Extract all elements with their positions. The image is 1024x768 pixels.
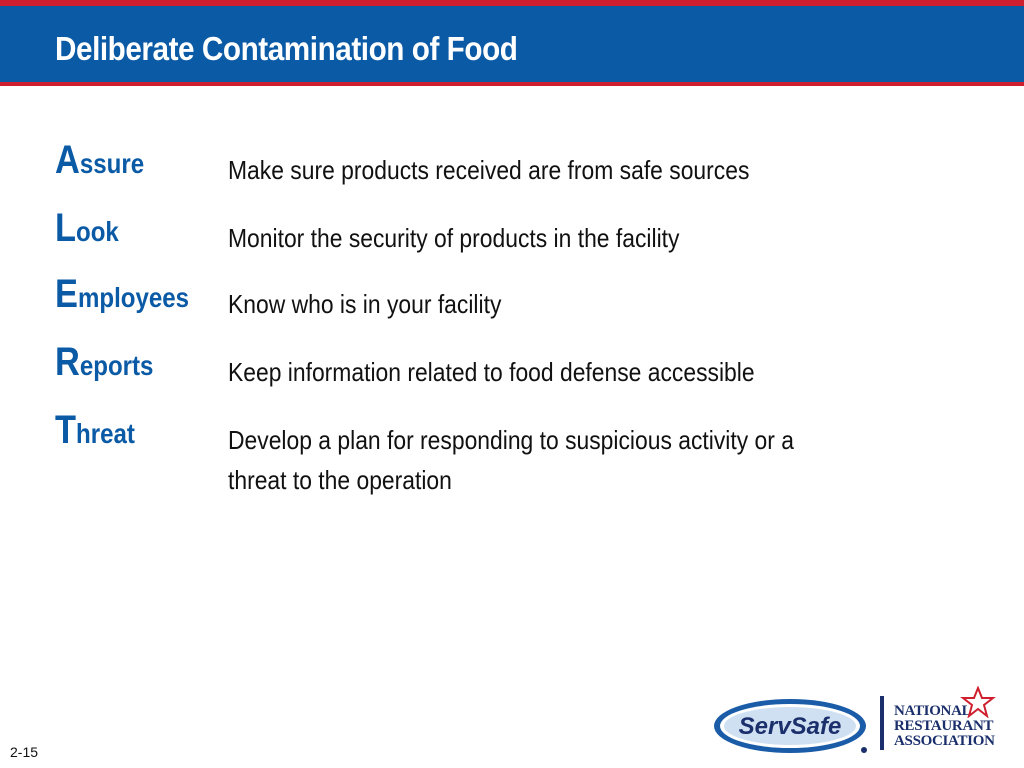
nra-line-1: NATIONAL [894,703,972,719]
term-initial: T [55,408,77,452]
servsafe-logo [712,694,872,756]
term-rest: mployees [77,282,190,313]
nra-line-2: RESTAURANT [894,718,994,734]
nra-star-icon [960,686,996,718]
description-reports: Keep information related to food defense accessible [228,357,755,387]
term-look [55,208,119,252]
title-bar [0,6,1024,82]
slide-title: Deliberate Contamination of Food [55,30,518,67]
term-employees [55,274,189,318]
term-initial: E [55,272,78,316]
term-rest: hreat [76,418,135,449]
description-employees: Know who is in your facility [228,289,502,319]
servsafe-wordmark: ServSafe [738,713,842,740]
term-reports [55,342,153,386]
footer-logos [712,686,1012,762]
logo-divider [880,696,884,750]
term-initial: L [55,206,77,250]
term-rest: ssure [79,148,145,179]
term-initial: A [55,138,80,182]
title-underline [0,82,1024,86]
description-assure: Make sure products received are from safe sources [228,155,750,185]
term-assure [55,140,144,184]
term-rest: ook [76,216,119,247]
nra-line-3: ASSOCIATION [894,733,995,749]
term-rest: eports [79,350,154,381]
term-threat [55,410,135,454]
description-threat: Develop a plan for responding to suspicious activity or a threat to the operation [228,425,794,495]
description-look: Monitor the security of products in the facility [228,223,680,253]
term-initial: R [55,340,80,384]
slide-number: 2-15 [10,744,39,760]
